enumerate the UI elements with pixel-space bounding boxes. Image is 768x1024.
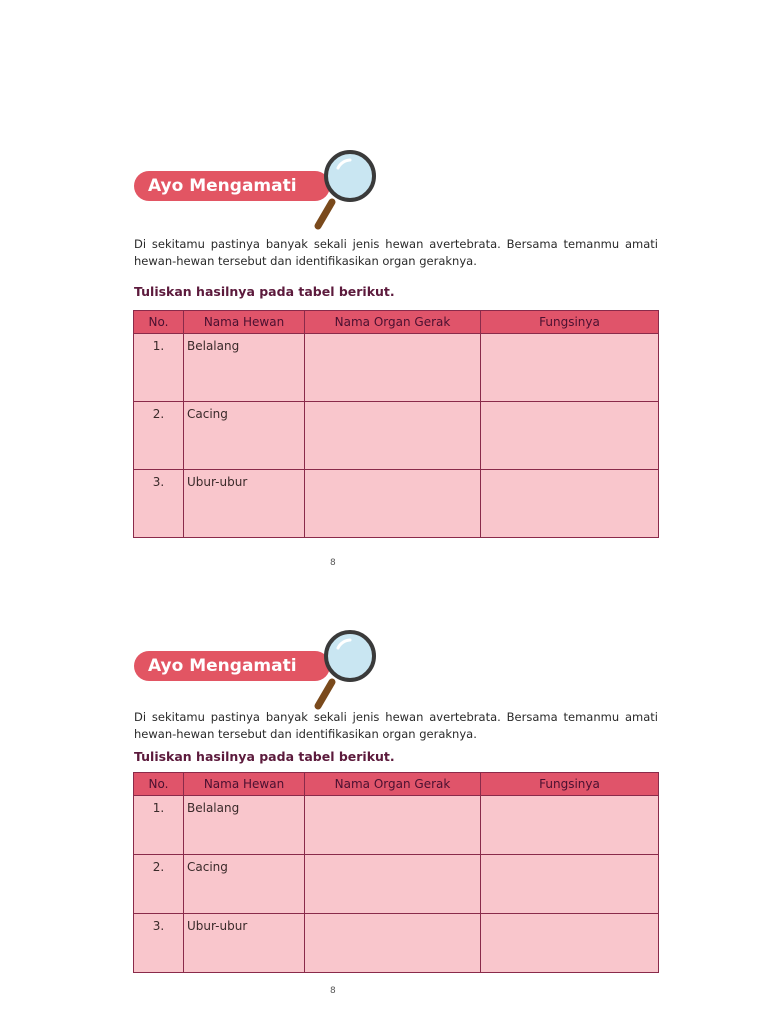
animal-name: Ubur-ubur (184, 470, 305, 538)
organ-cell[interactable] (305, 855, 481, 914)
magnifier-icon (312, 626, 382, 712)
header-nama-hewan: Nama Hewan (184, 311, 305, 334)
table-row (134, 334, 659, 402)
animal-name: Belalang (184, 334, 305, 402)
intro-paragraph: Di sekitamu pastinya banyak sekali jenis hewan avertebrata. Bersama temanmu amati hewan-hewan tersebut dan identifikasikan organ geraknya. (134, 237, 658, 268)
function-cell[interactable] (481, 470, 659, 538)
organ-cell[interactable] (305, 796, 481, 855)
animal-name: Cacing (184, 402, 305, 470)
header-no: No. (134, 773, 184, 796)
organ-cell[interactable] (305, 402, 481, 470)
page-number: 8 (330, 986, 336, 996)
observation-table (133, 772, 659, 973)
table-header-row (134, 773, 659, 796)
instruction-text: Tuliskan hasilnya pada tabel berikut. (134, 749, 395, 764)
ayo-mengamati-badge: Ayo Mengamati (134, 171, 330, 201)
row-number: 3. (134, 914, 184, 973)
animal-name: Cacing (184, 855, 305, 914)
function-cell[interactable] (481, 914, 659, 973)
table-row (134, 914, 659, 973)
table-row (134, 470, 659, 538)
header-nama-hewan: Nama Hewan (184, 773, 305, 796)
header-organ-gerak: Nama Organ Gerak (305, 773, 481, 796)
instruction-text: Tuliskan hasilnya pada tabel berikut. (134, 284, 395, 299)
organ-cell[interactable] (305, 334, 481, 402)
row-number: 1. (134, 796, 184, 855)
intro-paragraph: Di sekitamu pastinya banyak sekali jenis hewan avertebrata. Bersama temanmu amati hewan-hewan tersebut dan identifikasikan organ geraknya. (134, 710, 658, 741)
observation-table (133, 310, 659, 538)
ayo-mengamati-badge: Ayo Mengamati (134, 651, 330, 681)
magnifier-icon (312, 146, 382, 232)
function-cell[interactable] (481, 796, 659, 855)
organ-cell[interactable] (305, 470, 481, 538)
table-row (134, 855, 659, 914)
header-no: No. (134, 311, 184, 334)
row-number: 1. (134, 334, 184, 402)
organ-cell[interactable] (305, 914, 481, 973)
animal-name: Belalang (184, 796, 305, 855)
row-number: 3. (134, 470, 184, 538)
table-row (134, 796, 659, 855)
function-cell[interactable] (481, 855, 659, 914)
function-cell[interactable] (481, 334, 659, 402)
function-cell[interactable] (481, 402, 659, 470)
table-row (134, 402, 659, 470)
page-number: 8 (330, 558, 336, 568)
table-header-row (134, 311, 659, 334)
row-number: 2. (134, 402, 184, 470)
header-fungsinya: Fungsinya (481, 311, 659, 334)
header-fungsinya: Fungsinya (481, 773, 659, 796)
header-organ-gerak: Nama Organ Gerak (305, 311, 481, 334)
row-number: 2. (134, 855, 184, 914)
animal-name: Ubur-ubur (184, 914, 305, 973)
